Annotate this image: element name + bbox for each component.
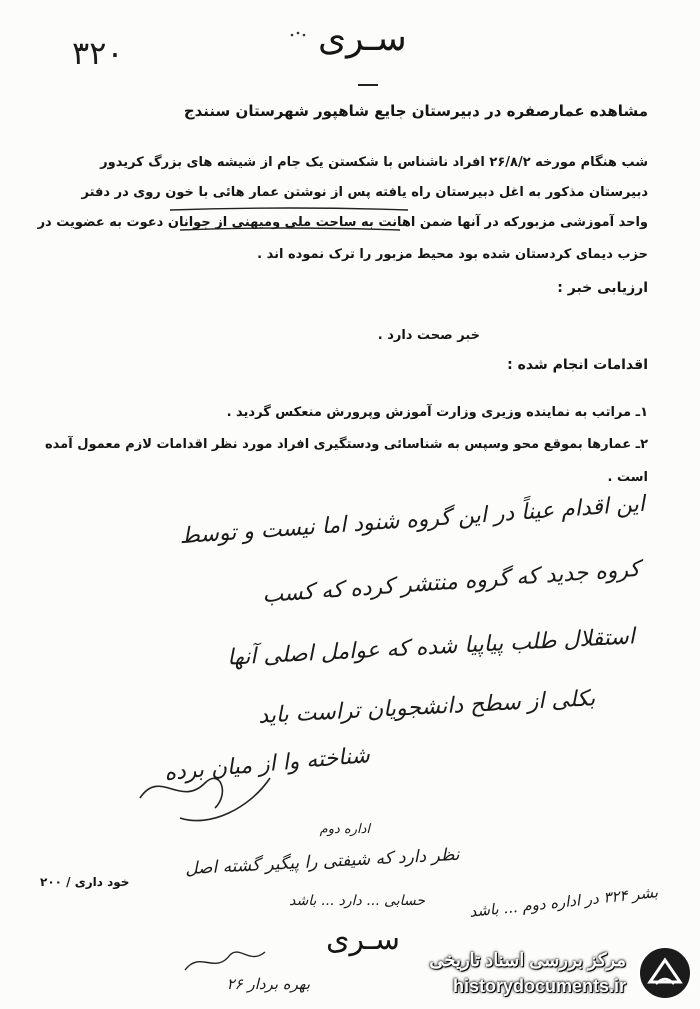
- header-divider: [358, 82, 378, 88]
- body-line-2: دبیرستان مذکور به اغل دبیرستان راه یافته پس از نوشتن عمار هائی با خون روی در دفتر: [81, 185, 648, 200]
- subject-line: مشاهده عمارصفره در دبیرستان جایع شاهپور شهرستان سنندج: [183, 102, 648, 120]
- action-item-2: ۲ـ عمارها بموقع محو وسپس به شناسائی ودستگیری افراد مورد نظر اقدامات لازم معمول آمده: [44, 437, 648, 452]
- header-dots: [288, 28, 310, 42]
- body-underline: [170, 204, 410, 234]
- reply-line-1: اداره دوم: [319, 822, 370, 837]
- reply-line-5: بهره بردار ۲۶: [226, 975, 310, 993]
- handwritten-line-4: بکلی از سطح دانشجویان تراست باید: [257, 686, 596, 729]
- body-line-1: شب هنگام مورخه ۲۶/۸/۲ افراد ناشناس با شکستن یک جام از شیشه های بزرگ کریدور: [100, 155, 648, 170]
- handwritten-line-3: استقلال طلب پیاپیا شده که عوامل اصلی آنها: [226, 624, 636, 671]
- actions-label: اقدامات انجام شده :: [507, 357, 648, 373]
- reply-line-3: حسابی ... دارد ... باشد: [289, 893, 425, 909]
- classification-heading: سـری: [318, 18, 407, 59]
- reply-signature: [180, 940, 270, 980]
- watermark-url: historydocuments.ir: [452, 976, 626, 996]
- handwritten-line-5: شناخته وا از میان برده: [163, 743, 371, 786]
- body-line-4: حزب دیمای کردستان شده بود محیط مزبور را ترک نموده اند .: [257, 247, 648, 262]
- page-number: ۳۲۰: [72, 34, 124, 72]
- handwritten-line-2: کروه جدید که گروه منتشر کرده که کسب: [261, 556, 641, 609]
- footer-label: خود داری / ۲۰۰: [40, 875, 130, 889]
- handwritten-line-1: این اقدام عیناً در این گروه شنود اما نیست و توسط: [178, 491, 646, 550]
- evaluation-value: خبر صحت دارد .: [377, 328, 480, 343]
- handwritten-signature: [120, 748, 290, 838]
- reply-line-2: نظر دارد که شیفتی را پیگیر گشته اصل: [184, 844, 461, 880]
- evaluation-label: ارزیابی خبر :: [557, 280, 648, 296]
- action-item-3: است .: [607, 470, 648, 485]
- reply-classification: سـری: [326, 922, 400, 957]
- archive-logo-icon: [636, 944, 694, 1002]
- action-item-1: ۱ـ مراتب به نماینده وزیری وزارت آموزش وپرورش منعکس گردید .: [226, 405, 648, 420]
- watermark-name: مرکز بررسی اسناد تاریخی: [429, 950, 626, 970]
- body-line-3: واحد آموزشی مزبورکه در آنها ضمن اهانت به ساحت ملی ومیهنی از جوانان دعوت به عضویت در: [37, 215, 648, 230]
- right-note: بشر ۳۲۴ در اداره دوم ... باشد: [468, 883, 659, 921]
